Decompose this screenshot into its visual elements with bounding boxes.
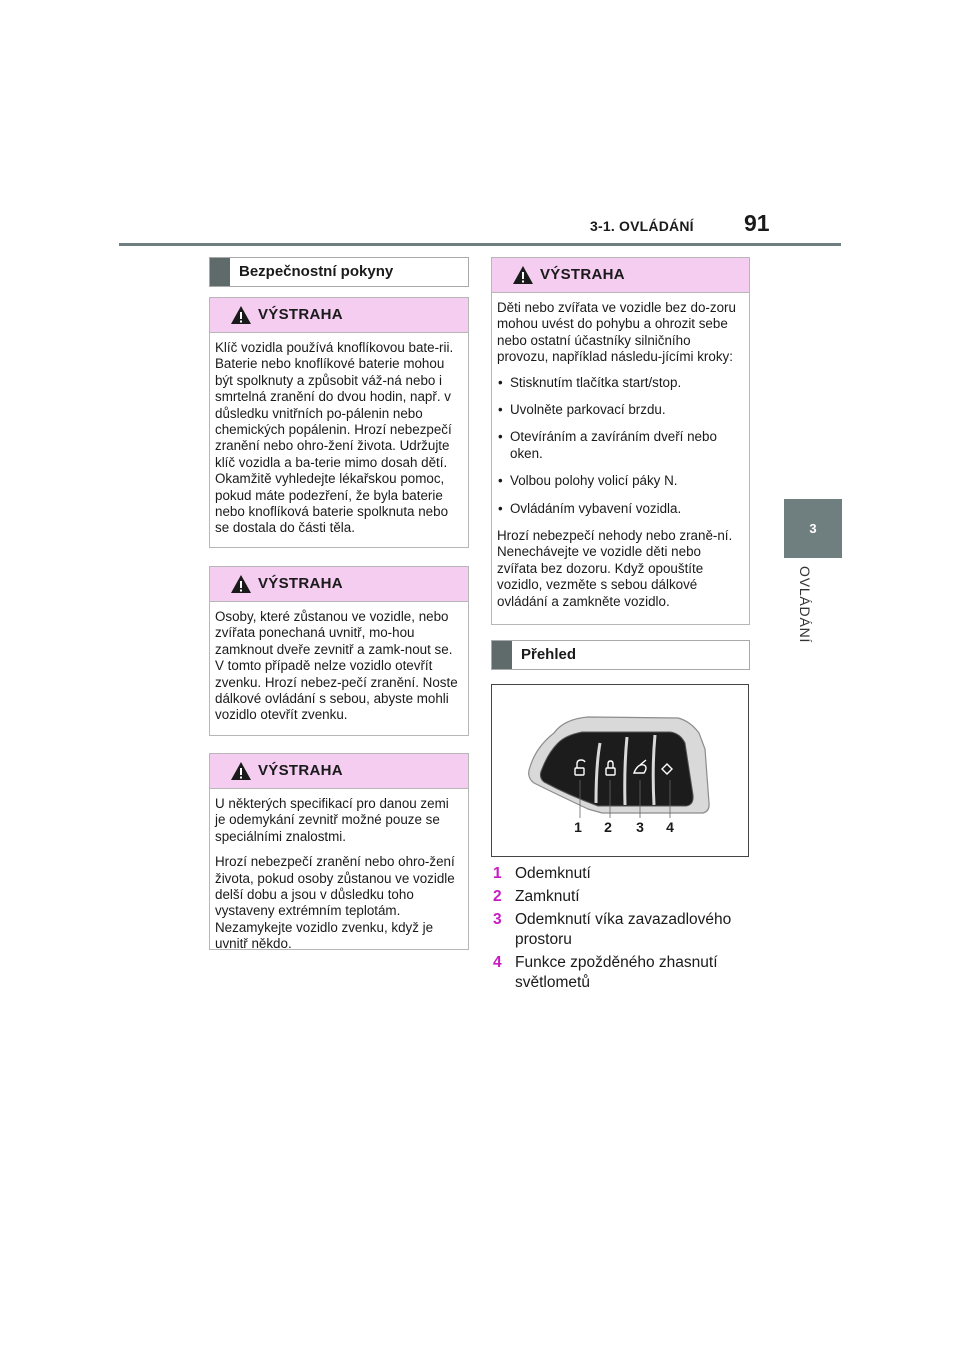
list-item: • Uvolněte parkovací brzdu. [497, 402, 741, 418]
list-item: • Ovládáním vybavení vozidla. [497, 501, 741, 517]
warning-icon [512, 265, 534, 285]
warning-icon [230, 574, 252, 594]
legend-number: 2 [493, 888, 502, 905]
callout-1: 1 [574, 819, 582, 835]
warning-text: Osoby, které zůstanou ve vozidle, nebo zvířata ponechaná uvnitř, mo-hou zamknout dveře zevnitř a zamk-nout se. V tomto případě nelze vozidlo otevřít zvenku. Hrozí nebez-pečí zranění. Noste dálkové ovládání s sebou, abyste mohli vozidlo otevřít zvenku. [215, 609, 458, 723]
warning-box-locked-inside [209, 566, 469, 736]
legend-number: 1 [493, 865, 502, 882]
legend-text: Odemknutí víka zavazadlového prostoru [515, 911, 732, 948]
warning-heading: VÝSTRAHA [258, 762, 343, 779]
legend-item [492, 864, 752, 884]
chapter-label-text: OVLÁDÁNÍ [797, 566, 813, 644]
callout-3: 3 [636, 819, 644, 835]
section-marker [210, 258, 230, 286]
key-fob-figure [491, 684, 749, 857]
section-marker [492, 641, 512, 669]
callout-2: 2 [604, 819, 612, 835]
legend-item [492, 887, 752, 907]
list-item: • Otevíráním a zavíráním dveří nebo oken. [497, 429, 741, 462]
warning-bullet-list [497, 375, 741, 517]
warning-intro: Děti nebo zvířata ve vozidle bez do-zoru mohou uvést do pohybu a ohrozit sebe nebo ostatní účastníky silničního provozu, například následu-jícími kroky: [497, 300, 736, 365]
warning-outro: Hrozí nebezpečí nehody nebo zraně-ní. Nenechávejte ve vozidle děti nebo zvířata bez dozoru. Když opouštíte vozidlo, vezměte s sebou dálkové ovládání a zamkněte vozidlo. [497, 528, 733, 609]
warning-heading: VÝSTRAHA [540, 266, 625, 283]
key-fob-illustration [492, 685, 748, 856]
list-item: • Stisknutím tlačítka start/stop. [497, 375, 741, 391]
callout-4: 4 [666, 819, 674, 835]
section-title-overview [491, 640, 750, 670]
warning-icon [230, 761, 252, 781]
section-title-text: Přehled [521, 646, 577, 663]
warning-box-children [491, 257, 750, 625]
warning-heading: VÝSTRAHA [258, 575, 343, 592]
legend-item [492, 910, 752, 950]
legend-text: Odemknutí [515, 865, 591, 882]
warning-box-battery [209, 297, 469, 548]
page-number: 91 [744, 210, 770, 236]
legend-item [492, 953, 752, 993]
warning-header [492, 258, 749, 293]
legend-text: Funkce zpožděného zhasnutí světlometů [515, 954, 718, 991]
legend-text: Zamknutí [515, 888, 580, 905]
chapter-side-label [776, 566, 850, 646]
section-header-title: 3-1. OVLÁDÁNÍ [590, 218, 694, 234]
warning-icon [230, 305, 252, 325]
warning-box-temperature [209, 753, 469, 950]
figure-legend [492, 864, 752, 996]
section-title-safety [209, 257, 469, 287]
warning-header [210, 754, 468, 789]
chapter-tab: 3 [784, 499, 842, 558]
warning-text: U některých specifikací pro danou zemi je odemykání zevnitř možné pouze se speciálními znalostmi. [215, 796, 449, 844]
warning-header [210, 298, 468, 333]
legend-number: 3 [493, 911, 502, 928]
header-divider [119, 243, 841, 246]
warning-header [210, 567, 468, 602]
warning-text: Hrozí nebezpečí zranění nebo ohro-žení života, pokud osoby zůstanou ve vozidle delší dobu a jsou v důsledku toho vystaveny extrémním teplotám. Nezamykejte vozidlo zvenku, když je uvnitř někdo. [215, 854, 455, 952]
warning-heading: VÝSTRAHA [258, 306, 343, 323]
section-title-text: Bezpečnostní pokyny [239, 263, 394, 280]
legend-number: 4 [493, 954, 502, 971]
list-item: • Volbou polohy volicí páky N. [497, 473, 741, 489]
warning-text: Klíč vozidla používá knoflíkovou bate-rii. Baterie nebo knoflíkové baterie mohou být spolknuty a způsobit váž-ná nebo i smrtelná zranění do dvou hodin, např. v důsledku vnitřních po-pálenin nebo chemických popálenin. Hrozí nebezpečí zranění nebo ohro-žení života. Udržujte klíč vozidla a ba-terie mimo dosah dětí. Okamžitě vyhledejte lékařskou pomoc, pokud máte podezření, že byla baterie nebo knoflíková baterie spolknuta nebo se dostala do části těla. [215, 340, 454, 536]
